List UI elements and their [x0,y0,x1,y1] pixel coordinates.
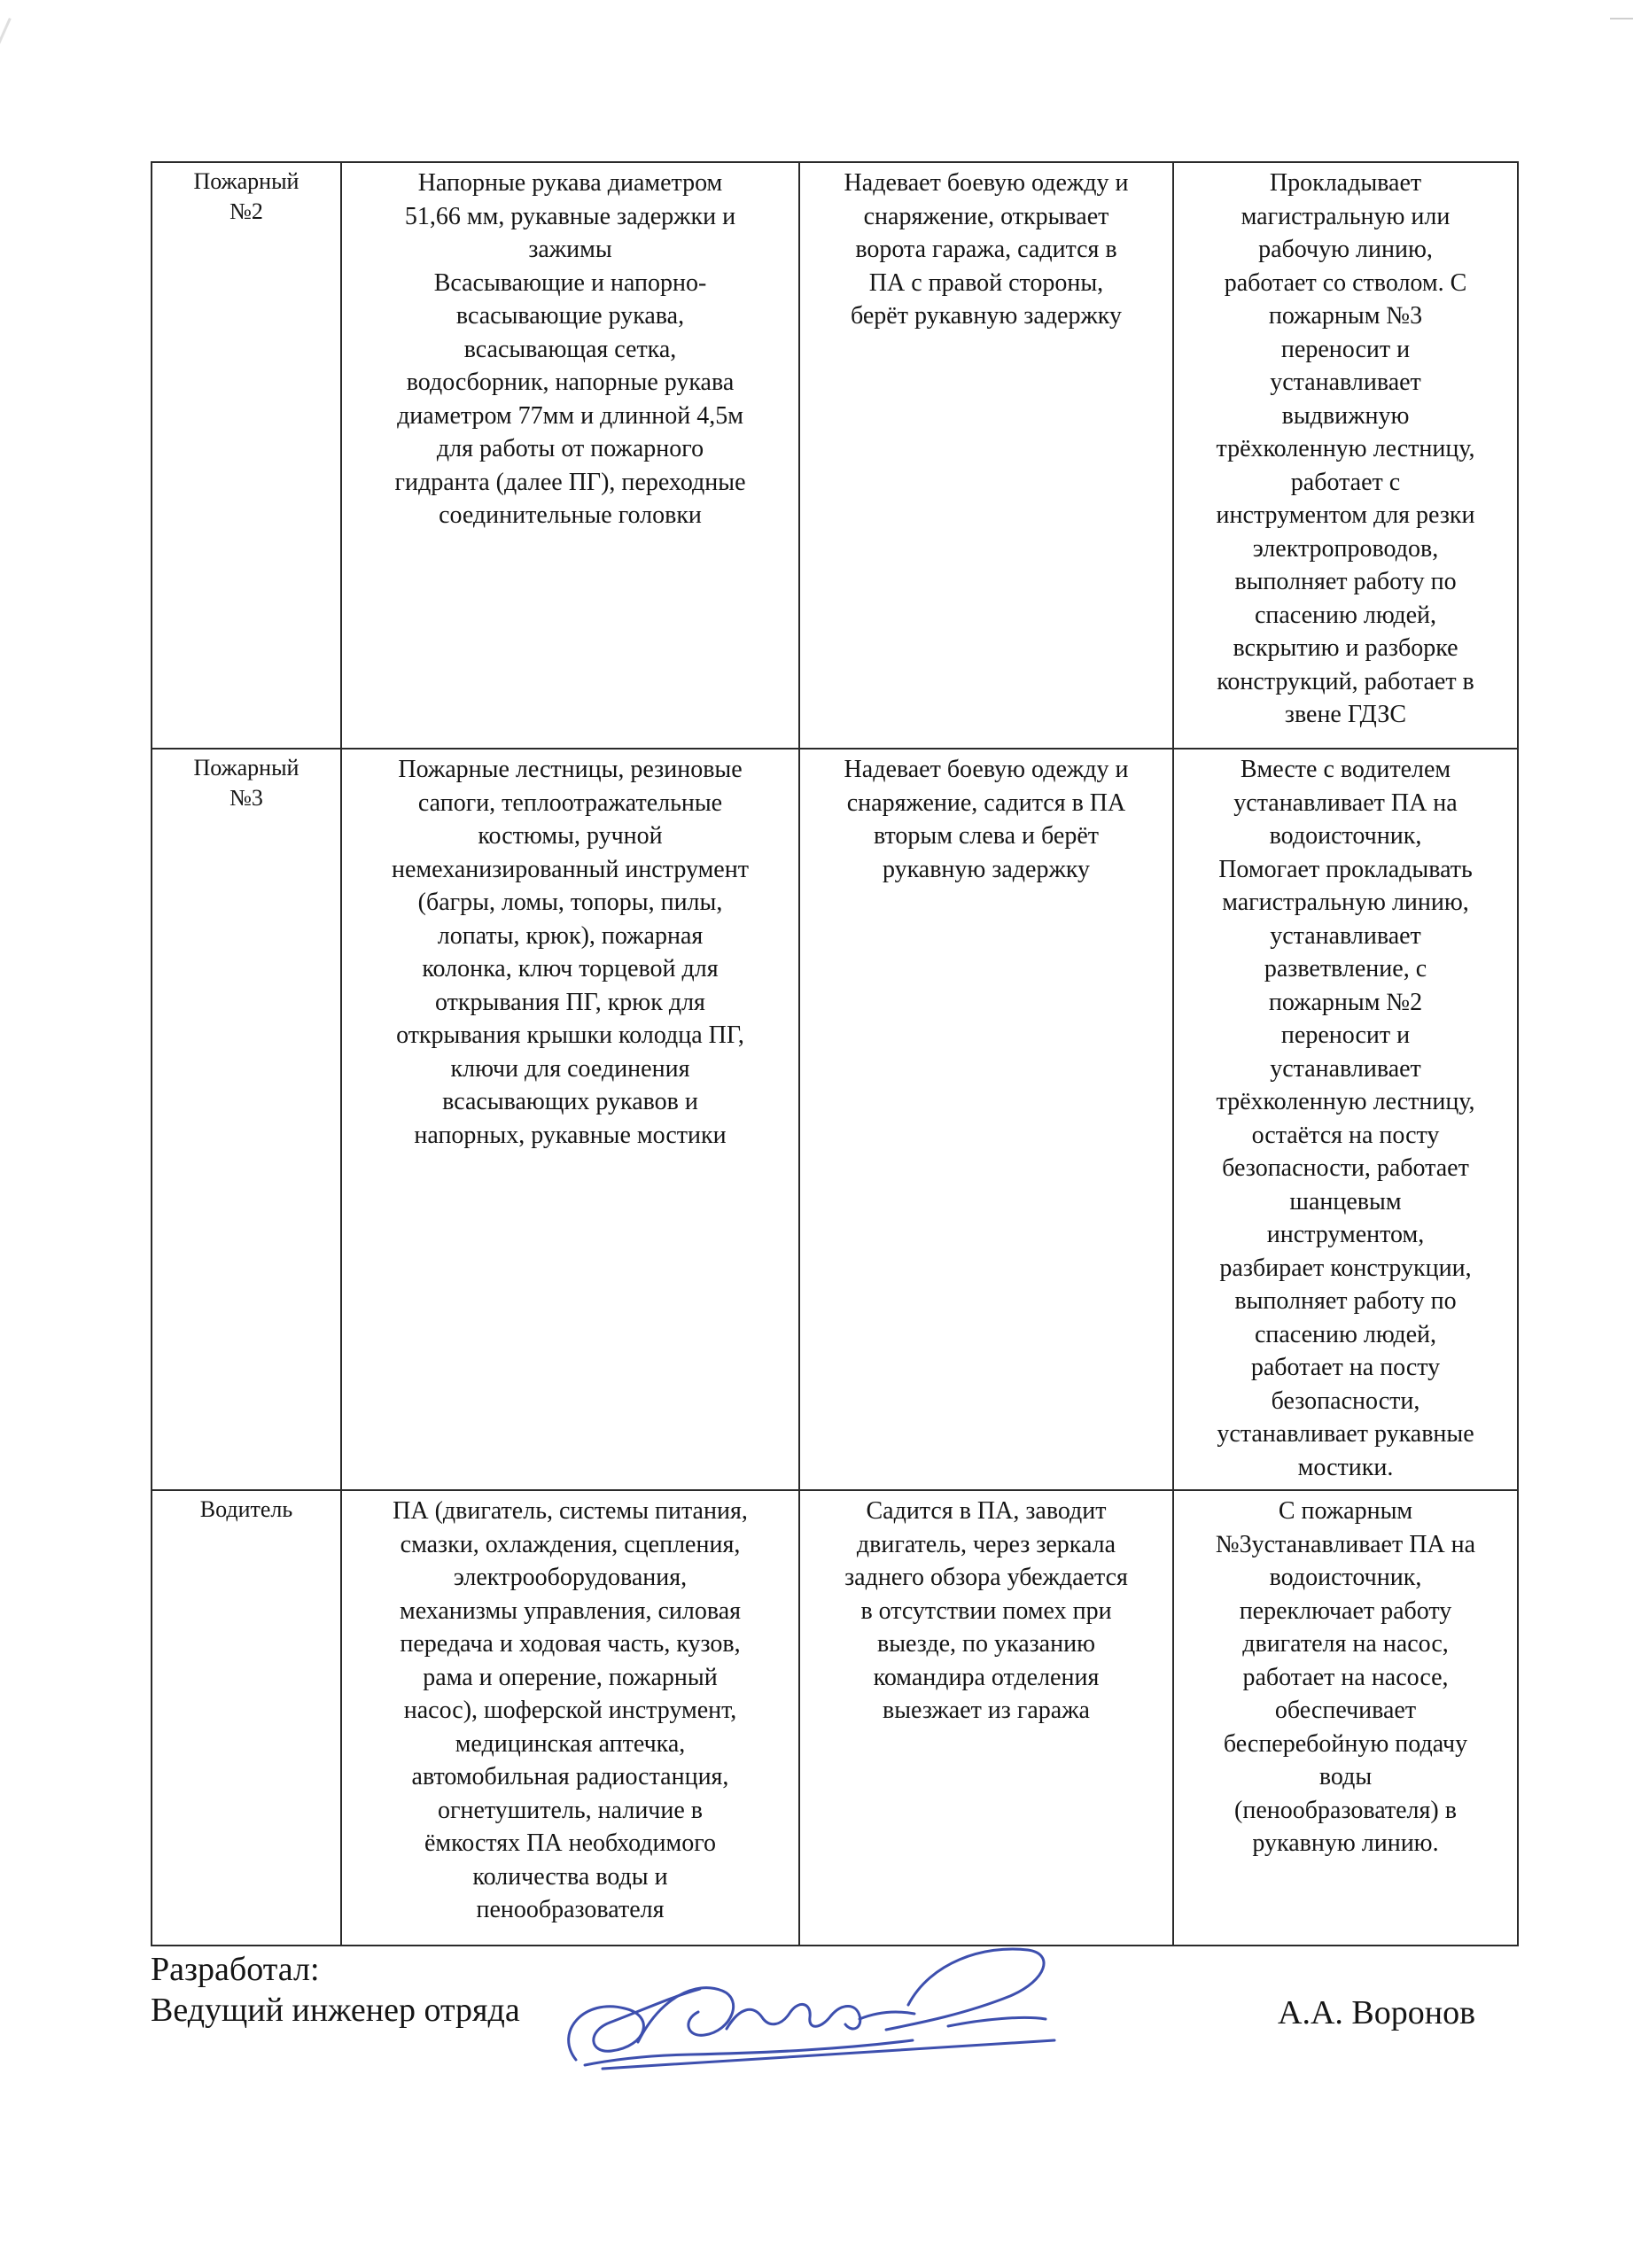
signature-block [151,1949,520,2031]
at-fire-cell: С пожарным №3устанавливает ПА на водоисточник, переключает работу двигателя на насос, работает на насосе, обеспечивает бесперебойную подачу воды (пенообразователя) в рукавную линию. [1173,1490,1518,1946]
author-name: А.А. Воронов [1278,1994,1476,2031]
at-fire-cell: Прокладывает магистральную или рабочую линию, работает со стволом. С пожарным №3 переносит и устанавливает выдвижную трёхколенную лестницу, работает с инструментом для резки электропроводов, выполняет работу по спасению людей, вскрытию и разборке конструкций, работает в звене ГДЗС [1173,162,1518,749]
table-row [152,1490,1518,1946]
scan-corner-mark [1610,18,1633,19]
on-alarm-cell: Надевает боевую одежду и снаряжение, открывает ворота гаража, садится в ПА с правой стороны, берёт рукавную задержку [799,162,1173,749]
handwritten-signature [505,1927,1090,2073]
developed-label: Разработал: [151,1951,320,1988]
duty-table [151,161,1519,1946]
table-row [152,749,1518,1490]
role-cell: Пожарный №3 [152,749,341,1490]
role-cell: Водитель [152,1490,341,1946]
author-position: Ведущий инженер отряда [151,1992,520,2029]
equipment-cell: Пожарные лестницы, резиновые сапоги, теплоотражательные костюмы, ручной немеханизированный инструмент (багры, ломы, топоры, пилы, лопаты, крюк), пожарная колонка, ключ торцевой для открывания ПГ, крюк для открывания крышки колодца ПГ, ключи для соединения всасывающих рукавов и напорных, рукавные мостики [341,749,799,1490]
equipment-cell: Напорные рукава диаметром 51,66 мм, рукавные задержки и зажимы Всасывающие и напорно- всасывающие рукава, всасывающая сетка, водосборник, напорные рукава диаметром 77мм и длинной 4,5м для работы от пожарного гидранта (далее ПГ), переходные соединительные головки [341,162,799,749]
role-cell: Пожарный №2 [152,162,341,749]
on-alarm-cell: Надевает боевую одежду и снаряжение, садится в ПА вторым слева и берёт рукавную задержку [799,749,1173,1490]
table-row [152,162,1518,749]
at-fire-cell: Вместе с водителем устанавливает ПА на водоисточник, Помогает прокладывать магистральную линию, устанавливает разветвление, с пожарным №2 переносит и устанавливает трёхколенную лестницу, остаётся на посту безопасности, работает шанцевым инструментом, разбирает конструкции, выполняет работу по спасению людей, работает на посту безопасности, устанавливает рукавные мостики. [1173,749,1518,1490]
equipment-cell: ПА (двигатель, системы питания, смазки, охлаждения, сцепления, электрооборудования, механизмы управления, силовая передача и ходовая часть, кузов, рама и оперение, пожарный насос), шоферской инструмент, медицинская аптечка, автомобильная радиостанция, огнетушитель, наличие в ёмкостях ПА необходимого количества воды и пенообразователя [341,1490,799,1946]
on-alarm-cell: Садится в ПА, заводит двигатель, через зеркала заднего обзора убеждается в отсутствии помех при выезде, по указанию командира отделения выезжает из гаража [799,1490,1173,1946]
scan-edge-mark [0,18,12,400]
